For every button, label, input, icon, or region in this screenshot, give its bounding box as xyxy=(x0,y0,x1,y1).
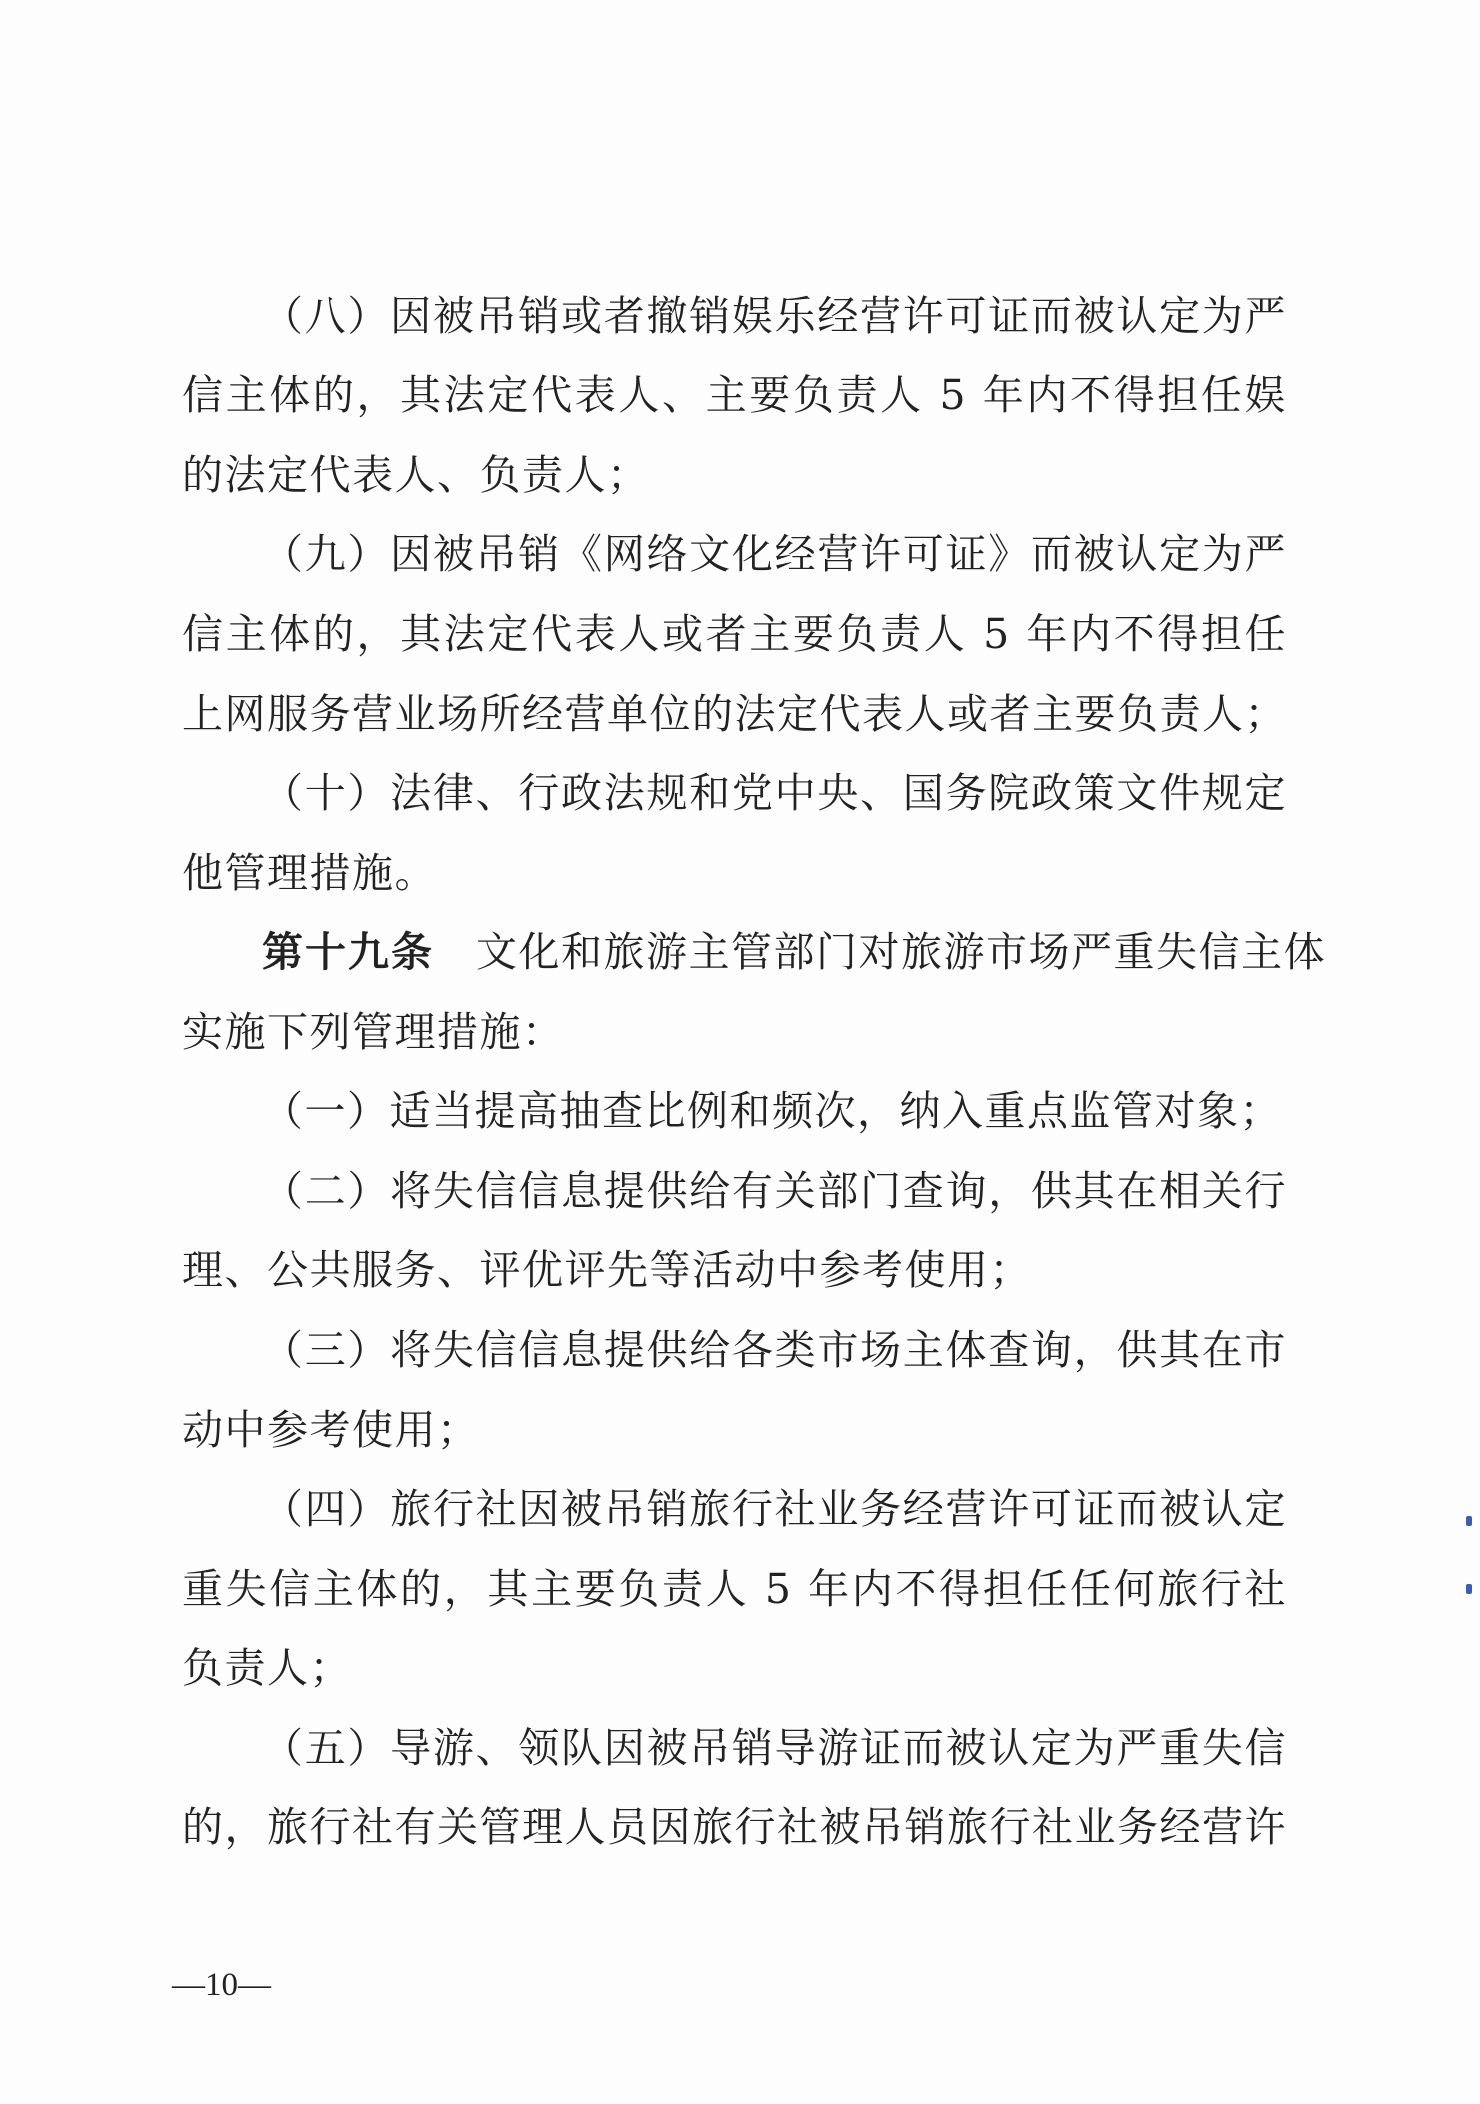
text-line: （二）将失信信息提供给有关部门查询，供其在相关行 xyxy=(262,1167,1287,1215)
text-line: 的法定代表人、负责人； xyxy=(182,451,650,499)
text-line: （三）将失信信息提供给各类市场主体查询，供其在市 xyxy=(262,1326,1287,1374)
text-line: （十）法律、行政法规和党中央、国务院政策文件规定 xyxy=(262,769,1287,817)
scan-edge-mark xyxy=(1466,1516,1472,1526)
text-line: 文化和旅游主管部门对旅游市场严重失信主体 xyxy=(476,928,1326,976)
text-line: （八）因被吊销或者撤销娱乐经营许可证而被认定为严 xyxy=(262,292,1287,340)
article-heading-line xyxy=(262,922,1326,982)
text-line: 负责人； xyxy=(182,1644,352,1692)
text-line: （四）旅行社因被吊销旅行社业务经营许可证而被认定 xyxy=(262,1485,1287,1533)
text-line: （五）导游、领队因被吊销导游证而被认定为严重失信 xyxy=(262,1724,1287,1772)
page-number: —10— xyxy=(172,1967,271,2003)
text-line: 信主体的，其法定代表人或者主要负责人 5 年内不得担任 xyxy=(182,610,1287,658)
text-line: 上网服务营业场所经营单位的法定代表人或者主要负责人； xyxy=(182,690,1287,738)
scan-edge-mark xyxy=(1466,1584,1472,1594)
text-line: 重失信主体的，其主要负责人 5 年内不得担任任何旅行社 xyxy=(182,1565,1287,1613)
text-line: 他管理措施。 xyxy=(182,849,437,897)
text-line: 信主体的，其法定代表人、主要负责人 5 年内不得担任娱 xyxy=(182,371,1287,419)
text-line: 实施下列管理措施： xyxy=(182,1008,565,1056)
article-heading: 第十九条 xyxy=(262,928,434,976)
text-line: 的，旅行社有关管理人员因旅行社被吊销旅行社业务经营许 xyxy=(182,1803,1287,1851)
text-line: 动中参考使用； xyxy=(182,1406,480,1454)
text-line: （九）因被吊销《网络文化经营许可证》而被认定为严 xyxy=(262,530,1287,578)
text-line: （一）适当提高抽查比例和频次，纳入重点监管对象； xyxy=(262,1087,1282,1135)
text-line: 理、公共服务、评优评先等活动中参考使用； xyxy=(182,1246,1032,1294)
